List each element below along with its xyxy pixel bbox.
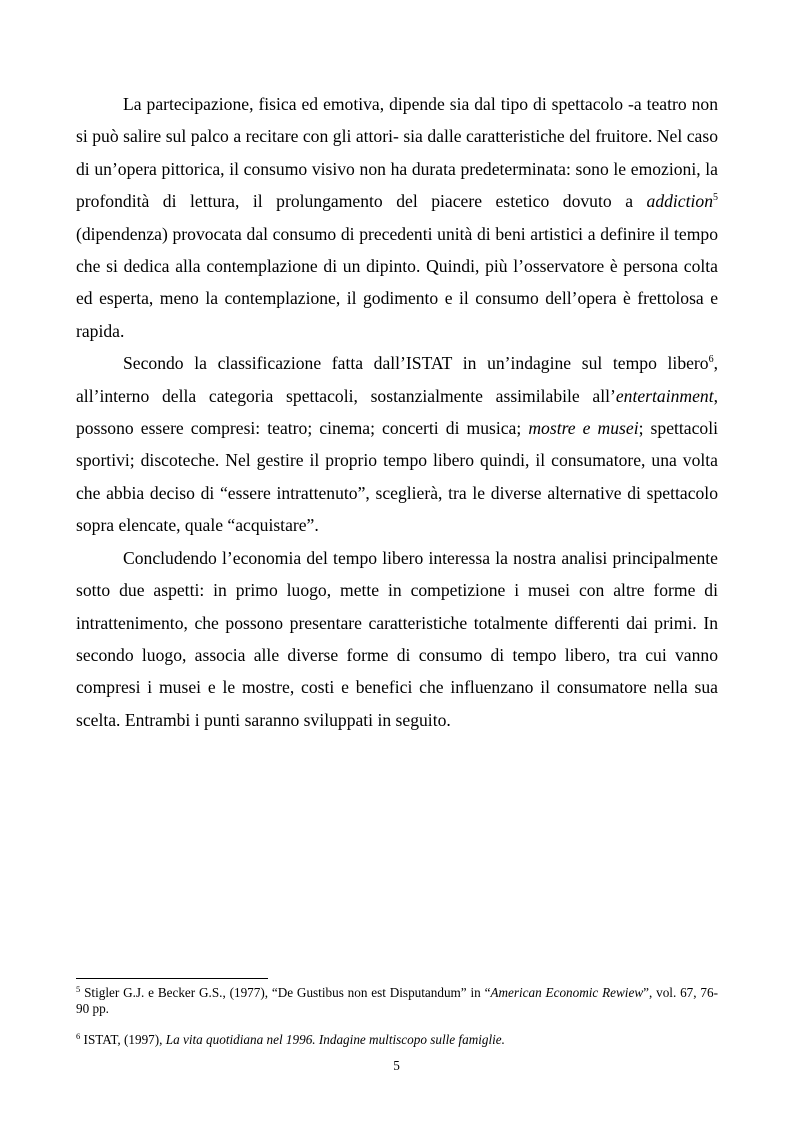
italic-term-entertainment: entertainment (615, 385, 714, 406)
paragraph-2 (76, 347, 718, 541)
footnote-ref-6[interactable]: 6 (708, 354, 714, 366)
footnote-number: 6 (76, 1031, 81, 1041)
footnote-text: Stigler G.J. e Becker G.S., (1977), “De Gustibus non est Disputandum” in “ (80, 985, 491, 1000)
paragraph-text: Secondo la classificazione fatta dall’ISTAT in un’indagine sul tempo libero (123, 353, 709, 374)
paragraph-1 (76, 88, 718, 347)
footnote-text: ”, vol. 67, 76-90 pp. (76, 985, 718, 1016)
paragraph-text: ; spettacoli sportivi; discoteche. Nel gestire il proprio tempo libero quindi, il consumatore, una volta che abbia deciso di “essere intrattenuto”, sceglierà, tra le diverse alternative di spettacolo sopra elencate, quale “acquistare”. (76, 418, 718, 536)
paragraph-text: , all’interno della categoria spettacoli, sostanzialmente assimilabile all’ (76, 353, 718, 406)
paragraph-text: Concludendo l’economia del tempo libero interessa la nostra analisi principalmente sotto due aspetti: in primo luogo, mette in competizione i musei con altre forme di intrattenimento, che possono presentare caratteristiche totalmente differenti dai primi. In secondo luogo, associa alle diverse forme di consumo di tempo libero, tra cui vanno compresi i musei e le mostre, costi e benefici che influenzano il consumatore nella sua scelta. Entrambi i punti saranno sviluppati in seguito. (76, 547, 718, 730)
footnote-book-title: La vita quotidiana nel 1996. Indagine multiscopo sulle famiglie. (165, 1032, 505, 1047)
paragraph-3 (76, 542, 718, 736)
footnotes (76, 985, 718, 1063)
paragraph-text: (dipendenza) provocata dal consumo di precedenti unità di beni artistici a definire il tempo che si dedica alla contemplazione di un dipinto. Quindi, più l’osservatore è persona colta ed esperta, meno la contemplazione, il godimento e il consumo dell’opera è frettolosa e rapida. (76, 223, 718, 341)
paragraph-text: La partecipazione, fisica ed emotiva, dipende sia dal tipo di spettacolo -a teatro non si può salire sul palco a recitare con gli attori- sia dalle caratteristiche del fruitore. Nel caso di un’opera pittorica, il consumo visivo non ha durata predeterminata: sono le emozioni, la profondità di lettura, il prolungamento del piacere estetico dovuto a (76, 94, 718, 212)
footnote-6 (76, 1032, 718, 1048)
footnote-journal-title: American Economic Rewiew (490, 985, 644, 1000)
footnote-number: 5 (76, 984, 81, 994)
italic-term-mostre-e-musei: mostre e musei (528, 418, 639, 439)
italic-term-addiction: addiction (646, 191, 713, 212)
paragraph-text: , possono essere compresi: teatro; cinema; concerti di musica; (76, 385, 718, 439)
footnote-text: ISTAT, (1997), (80, 1032, 166, 1047)
body-text (76, 88, 718, 736)
footnote-5 (76, 985, 718, 1017)
footnote-ref-5[interactable]: 5 (713, 192, 718, 204)
page-number: 5 (393, 1058, 400, 1073)
footnote-separator (76, 978, 268, 979)
